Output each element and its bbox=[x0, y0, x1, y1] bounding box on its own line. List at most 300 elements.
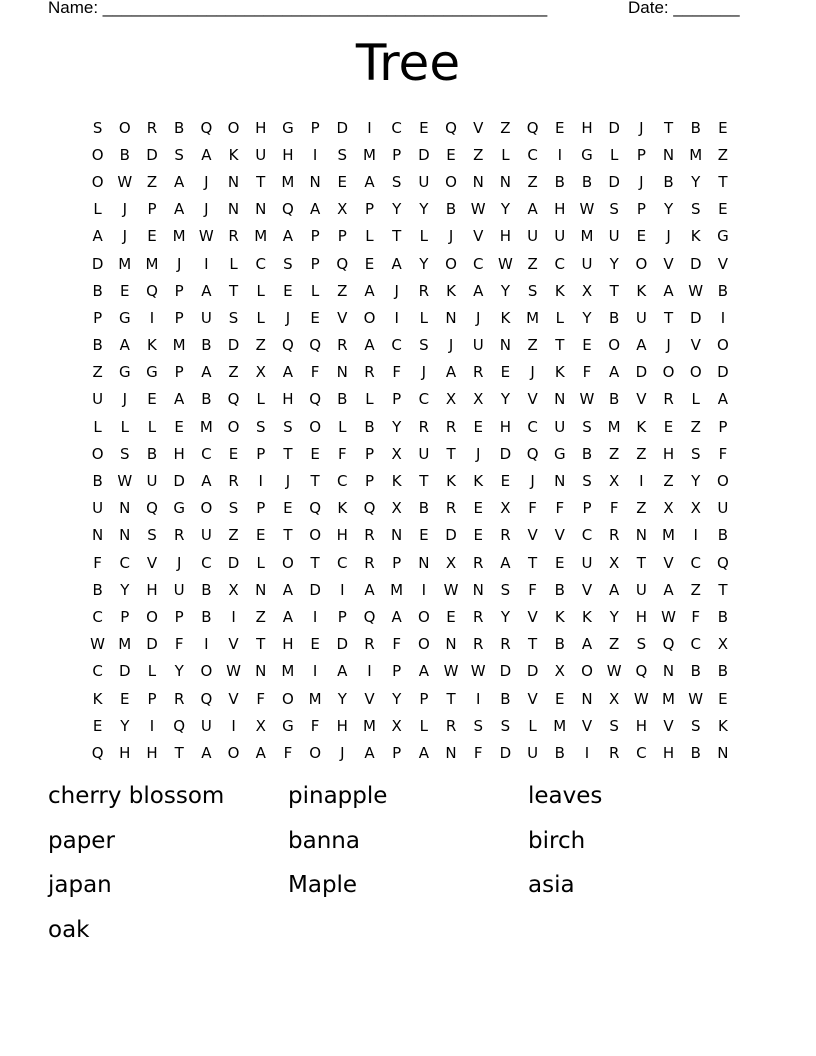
grid-letter: U bbox=[554, 227, 566, 246]
grid-letter: I bbox=[149, 716, 155, 735]
grid-letter: U bbox=[92, 499, 104, 518]
grid-letter: Z bbox=[527, 254, 538, 273]
grid-letter: X bbox=[609, 553, 620, 572]
grid-letter: B bbox=[609, 390, 620, 409]
grid-letter: I bbox=[312, 145, 318, 164]
grid-letter: E bbox=[718, 118, 728, 137]
grid-letter: Y bbox=[337, 689, 347, 708]
grid-letter: F bbox=[582, 363, 592, 382]
grid-letter: I bbox=[693, 526, 698, 545]
grid-letter: A bbox=[391, 607, 402, 626]
grid-letter: O bbox=[91, 172, 104, 191]
grid-letter: C bbox=[255, 254, 266, 273]
grid-letter: L bbox=[120, 417, 129, 436]
grid-letter: V bbox=[636, 390, 647, 409]
grid-letter: V bbox=[527, 526, 538, 545]
grid-letter: L bbox=[419, 227, 429, 246]
grid-letter: R bbox=[445, 417, 457, 436]
grid-letter: T bbox=[528, 635, 538, 654]
grid-letter: E bbox=[718, 200, 728, 219]
grid-letter: B bbox=[92, 580, 103, 599]
grid-letter: H bbox=[146, 580, 158, 599]
grid-letter: E bbox=[255, 526, 266, 545]
grid-letter: E bbox=[582, 336, 592, 355]
grid-letter: M bbox=[308, 689, 322, 708]
grid-letter: S bbox=[255, 417, 266, 436]
grid-letter: S bbox=[609, 716, 619, 735]
grid-letter: N bbox=[309, 172, 321, 191]
grid-letter: A bbox=[581, 635, 593, 654]
grid-letter: E bbox=[147, 390, 157, 409]
grid-letter: M bbox=[526, 308, 540, 327]
grid-letter: L bbox=[147, 417, 157, 436]
grid-letter: M bbox=[362, 716, 376, 735]
grid-letter: D bbox=[418, 145, 430, 164]
grid-letter: U bbox=[717, 499, 729, 518]
grid-letter: O bbox=[717, 472, 729, 491]
grid-letter: D bbox=[173, 472, 185, 491]
grid-letter: B bbox=[201, 607, 212, 626]
grid-letter: A bbox=[364, 336, 375, 355]
grid-letter: Y bbox=[500, 607, 510, 626]
grid-letter: L bbox=[365, 390, 374, 409]
grid-letter: B bbox=[663, 172, 674, 191]
grid-letter: R bbox=[173, 689, 185, 708]
grid-letter: L bbox=[419, 716, 429, 735]
grid-letter: A bbox=[418, 662, 429, 681]
grid-letter: T bbox=[663, 118, 674, 137]
grid-letter: A bbox=[609, 363, 620, 382]
grid-letter: S bbox=[337, 145, 348, 164]
grid-letter: B bbox=[581, 444, 593, 463]
grid-letter: P bbox=[337, 607, 347, 626]
grid-letter: W bbox=[117, 172, 133, 191]
grid-letter: B bbox=[717, 281, 729, 300]
grid-letter: J bbox=[176, 553, 182, 572]
grid-letter: G bbox=[553, 444, 566, 463]
grid-letter: K bbox=[446, 472, 456, 491]
grid-letter: B bbox=[418, 499, 429, 518]
grid-letter: M bbox=[254, 227, 268, 246]
grid-letter: X bbox=[663, 499, 674, 518]
grid-letter: C bbox=[527, 417, 538, 436]
grid-letter: V bbox=[581, 580, 593, 599]
grid-letter: E bbox=[718, 689, 728, 708]
grid-letter: R bbox=[663, 390, 674, 409]
grid-letter: I bbox=[204, 635, 209, 654]
grid-letter: Q bbox=[309, 499, 321, 518]
grid-letter: H bbox=[662, 444, 675, 463]
grid-letter: D bbox=[309, 580, 321, 599]
grid-letter: Q bbox=[227, 390, 240, 409]
grid-letter: A bbox=[609, 580, 620, 599]
grid-letter: J bbox=[639, 172, 644, 191]
grid-letter: A bbox=[174, 172, 185, 191]
grid-letter: T bbox=[228, 281, 239, 300]
grid-letter: V bbox=[527, 390, 538, 409]
grid-letter: S bbox=[147, 526, 157, 545]
grid-letter: D bbox=[689, 254, 702, 273]
grid-letter: S bbox=[473, 716, 483, 735]
grid-letter: J bbox=[394, 281, 399, 300]
grid-letter: B bbox=[92, 472, 103, 491]
grid-letter: P bbox=[636, 200, 646, 219]
grid-letter: K bbox=[147, 336, 157, 355]
grid-letter: J bbox=[285, 472, 291, 491]
grid-letter: A bbox=[500, 553, 511, 572]
grid-letter: O bbox=[227, 743, 240, 762]
grid-letter: D bbox=[608, 118, 620, 137]
grid-letter: P bbox=[364, 200, 374, 219]
grid-letter: V bbox=[228, 635, 239, 654]
grid-letter: Y bbox=[500, 200, 510, 219]
grid-letter: Y bbox=[392, 200, 402, 219]
grid-letter: L bbox=[93, 200, 102, 219]
word-list bbox=[48, 776, 768, 954]
grid-letter: X bbox=[717, 635, 729, 654]
grid-letter: B bbox=[119, 145, 130, 164]
grid-letter: A bbox=[636, 336, 647, 355]
grid-letter: X bbox=[554, 662, 565, 681]
grid-letter: E bbox=[473, 526, 483, 545]
grid-letter: Q bbox=[146, 499, 158, 518]
grid-letter: T bbox=[283, 526, 293, 545]
grid-letter: K bbox=[582, 607, 592, 626]
grid-letter: M bbox=[281, 172, 295, 191]
grid-letter: A bbox=[527, 200, 538, 219]
grid-letter: B bbox=[554, 580, 565, 599]
grid-letter: T bbox=[392, 227, 402, 246]
grid-letter: X bbox=[445, 553, 457, 572]
grid-letter: M bbox=[145, 254, 159, 273]
grid-letter: N bbox=[91, 526, 104, 545]
date-field: Date: _______ bbox=[628, 0, 740, 17]
grid-letter: P bbox=[93, 308, 103, 327]
word-list-item: leaves bbox=[528, 783, 603, 809]
grid-letter: C bbox=[391, 336, 402, 355]
grid-letter: S bbox=[500, 580, 511, 599]
grid-letter: E bbox=[473, 417, 483, 436]
grid-letter: E bbox=[364, 254, 375, 273]
grid-letter: D bbox=[146, 635, 158, 654]
grid-letter: K bbox=[92, 689, 103, 708]
grid-letter: L bbox=[609, 145, 619, 164]
grid-letter: X bbox=[500, 499, 511, 518]
grid-letter: K bbox=[717, 716, 728, 735]
grid-letter: I bbox=[340, 580, 345, 599]
grid-letter: A bbox=[418, 743, 429, 762]
grid-letter: I bbox=[557, 145, 562, 164]
grid-letter: B bbox=[201, 336, 212, 355]
grid-letter: X bbox=[391, 499, 402, 518]
grid-letter: V bbox=[663, 553, 674, 572]
grid-letter: Z bbox=[609, 635, 620, 654]
grid-letter: Q bbox=[200, 689, 213, 708]
grid-letter: D bbox=[227, 336, 240, 355]
grid-letter: Y bbox=[663, 200, 674, 219]
grid-letter: J bbox=[448, 227, 454, 246]
grid-letter: J bbox=[448, 336, 454, 355]
grid-letter: S bbox=[174, 145, 184, 164]
grid-letter: R bbox=[228, 227, 239, 246]
grid-letter: P bbox=[392, 662, 402, 681]
grid-letter: R bbox=[337, 336, 348, 355]
grid-letter: T bbox=[446, 689, 456, 708]
grid-letter: H bbox=[282, 145, 294, 164]
grid-letter: F bbox=[609, 499, 619, 518]
grid-letter: C bbox=[92, 662, 103, 681]
grid-letter: T bbox=[609, 281, 619, 300]
grid-letter: M bbox=[281, 662, 295, 681]
grid-letter: P bbox=[256, 444, 266, 463]
grid-letter: K bbox=[391, 472, 402, 491]
grid-letter: Z bbox=[636, 444, 647, 463]
grid-letter: J bbox=[421, 363, 427, 382]
grid-letter: M bbox=[607, 417, 621, 436]
grid-letter: U bbox=[527, 227, 539, 246]
grid-letter: L bbox=[691, 390, 700, 409]
grid-letter: E bbox=[337, 172, 348, 191]
word-list-item: cherry blossom bbox=[48, 783, 225, 809]
grid-letter: Z bbox=[663, 472, 674, 491]
grid-letter: O bbox=[309, 417, 321, 436]
grid-letter: E bbox=[283, 281, 293, 300]
grid-letter: O bbox=[689, 363, 702, 382]
grid-letter: S bbox=[690, 716, 701, 735]
grid-letter: X bbox=[391, 444, 402, 463]
grid-letter: T bbox=[718, 172, 728, 191]
grid-letter: B bbox=[609, 308, 620, 327]
grid-letter: J bbox=[476, 444, 481, 463]
grid-letter: P bbox=[337, 227, 347, 246]
grid-letter: J bbox=[340, 743, 345, 762]
grid-letter: S bbox=[636, 635, 647, 654]
grid-letter: S bbox=[582, 417, 592, 436]
grid-letter: P bbox=[392, 553, 402, 572]
grid-letter: Q bbox=[282, 200, 294, 219]
grid-letter: B bbox=[717, 662, 729, 681]
grid-letter: A bbox=[337, 662, 348, 681]
grid-letter: P bbox=[718, 417, 728, 436]
grid-letter: I bbox=[312, 662, 318, 681]
grid-letter: Q bbox=[635, 662, 648, 681]
letter-grid bbox=[84, 114, 734, 767]
grid-letter: A bbox=[201, 472, 212, 491]
grid-letter: W bbox=[470, 200, 486, 219]
grid-letter: A bbox=[717, 390, 729, 409]
grid-letter: P bbox=[310, 227, 320, 246]
grid-letter: M bbox=[118, 254, 132, 273]
grid-letter: B bbox=[146, 444, 158, 463]
grid-letter: T bbox=[256, 172, 266, 191]
grid-letter: H bbox=[581, 118, 593, 137]
grid-letter: T bbox=[283, 444, 293, 463]
grid-letter: M bbox=[199, 417, 213, 436]
grid-letter: Y bbox=[609, 607, 619, 626]
grid-letter: U bbox=[92, 390, 104, 409]
grid-letter: Y bbox=[582, 308, 592, 327]
grid-letter: T bbox=[555, 336, 565, 355]
grid-letter: N bbox=[391, 526, 403, 545]
grid-letter: B bbox=[554, 743, 565, 762]
grid-letter: U bbox=[146, 472, 158, 491]
grid-letter: X bbox=[255, 716, 266, 735]
name-field: Name: _______________________________________________ bbox=[48, 0, 548, 17]
grid-letter: H bbox=[146, 743, 158, 762]
grid-letter: S bbox=[120, 444, 130, 463]
grid-letter: V bbox=[581, 716, 593, 735]
grid-letter: E bbox=[174, 417, 184, 436]
grid-letter: N bbox=[554, 472, 566, 491]
grid-letter: B bbox=[690, 743, 701, 762]
grid-letter: R bbox=[364, 553, 375, 572]
grid-letter: F bbox=[337, 444, 347, 463]
grid-letter: N bbox=[445, 635, 457, 654]
grid-letter: C bbox=[418, 390, 430, 409]
grid-letter: P bbox=[120, 607, 130, 626]
grid-letter: B bbox=[554, 635, 565, 654]
grid-letter: L bbox=[147, 662, 157, 681]
grid-letter: G bbox=[581, 145, 593, 164]
grid-letter: O bbox=[309, 743, 321, 762]
grid-letter: A bbox=[255, 743, 266, 762]
grid-letter: P bbox=[364, 444, 374, 463]
grid-letter: B bbox=[92, 336, 103, 355]
grid-letter: S bbox=[582, 472, 592, 491]
grid-letter: L bbox=[256, 308, 265, 327]
grid-letter: I bbox=[312, 607, 318, 626]
grid-letter: M bbox=[172, 336, 186, 355]
grid-letter: O bbox=[91, 444, 104, 463]
grid-letter: V bbox=[228, 689, 239, 708]
grid-letter: V bbox=[663, 254, 674, 273]
grid-letter: Y bbox=[392, 689, 402, 708]
grid-letter: Z bbox=[717, 145, 729, 164]
grid-letter: K bbox=[554, 607, 565, 626]
grid-letter: W bbox=[226, 662, 241, 681]
page-title: Tree bbox=[355, 34, 461, 92]
grid-letter: E bbox=[310, 635, 320, 654]
grid-letter: A bbox=[364, 281, 375, 300]
grid-letter: G bbox=[118, 363, 131, 382]
grid-letter: Y bbox=[392, 417, 402, 436]
grid-letter: R bbox=[473, 607, 484, 626]
grid-letter: Y bbox=[500, 390, 510, 409]
grid-letter: N bbox=[255, 200, 267, 219]
grid-letter: D bbox=[146, 145, 158, 164]
word-list-item: paper bbox=[48, 827, 115, 854]
grid-letter: Z bbox=[527, 172, 538, 191]
grid-letter: Q bbox=[662, 635, 675, 654]
grid-letter: F bbox=[93, 553, 102, 572]
grid-letter: J bbox=[122, 227, 127, 246]
grid-letter: Q bbox=[309, 390, 321, 409]
grid-letter: K bbox=[636, 281, 647, 300]
grid-letter: D bbox=[445, 526, 457, 545]
grid-letter: R bbox=[146, 118, 158, 137]
grid-letter: R bbox=[228, 472, 239, 491]
grid-letter: O bbox=[118, 118, 131, 137]
grid-letter: V bbox=[554, 526, 565, 545]
grid-letter: C bbox=[92, 607, 103, 626]
grid-letter: V bbox=[717, 254, 729, 273]
grid-letter: U bbox=[472, 336, 484, 355]
grid-letter: L bbox=[256, 553, 265, 572]
grid-letter: S bbox=[500, 716, 511, 735]
grid-letter: F bbox=[528, 499, 537, 518]
grid-letter: P bbox=[392, 390, 402, 409]
grid-letter: N bbox=[499, 172, 512, 191]
grid-letter: R bbox=[418, 417, 430, 436]
grid-letter: O bbox=[227, 118, 240, 137]
grid-letter: R bbox=[445, 499, 457, 518]
grid-letter: A bbox=[391, 254, 402, 273]
grid-letter: H bbox=[336, 526, 348, 545]
grid-letter: A bbox=[201, 743, 212, 762]
grid-letter: M bbox=[662, 526, 675, 545]
grid-letter: Q bbox=[717, 553, 729, 572]
grid-letter: H bbox=[336, 716, 348, 735]
grid-letter: T bbox=[636, 553, 646, 572]
grid-letter: U bbox=[581, 553, 593, 572]
grid-letter: A bbox=[119, 336, 130, 355]
grid-letter: J bbox=[530, 472, 535, 491]
grid-letter: P bbox=[256, 499, 266, 518]
grid-letter: I bbox=[149, 308, 155, 327]
grid-letter: B bbox=[201, 580, 212, 599]
grid-letter: B bbox=[364, 417, 375, 436]
grid-letter: Y bbox=[419, 254, 429, 273]
grid-letter: R bbox=[473, 635, 484, 654]
grid-letter: B bbox=[554, 172, 565, 191]
grid-letter: D bbox=[635, 363, 648, 382]
grid-letter: U bbox=[635, 308, 647, 327]
grid-letter: H bbox=[635, 607, 647, 626]
grid-letter: H bbox=[499, 227, 512, 246]
grid-letter: W bbox=[633, 689, 649, 708]
grid-letter: V bbox=[527, 689, 538, 708]
word-list-item: oak bbox=[48, 916, 90, 943]
grid-letter: U bbox=[200, 716, 212, 735]
grid-letter: V bbox=[527, 607, 538, 626]
grid-letter: F bbox=[256, 689, 266, 708]
grid-letter: R bbox=[608, 743, 620, 762]
grid-letter: E bbox=[147, 227, 157, 246]
grid-letter: Q bbox=[336, 254, 349, 273]
grid-letter: Z bbox=[690, 580, 701, 599]
grid-letter: C bbox=[337, 472, 348, 491]
grid-letter: I bbox=[367, 118, 372, 137]
grid-letter: D bbox=[336, 635, 349, 654]
grid-letter: K bbox=[473, 472, 484, 491]
grid-letter: K bbox=[228, 145, 239, 164]
grid-letter: W bbox=[606, 662, 622, 681]
grid-letter: N bbox=[472, 172, 484, 191]
grid-letter: Z bbox=[255, 607, 266, 626]
grid-letter: N bbox=[255, 580, 267, 599]
grid-letter: J bbox=[122, 200, 127, 219]
grid-letter: P bbox=[392, 743, 402, 762]
grid-letter: F bbox=[555, 499, 565, 518]
grid-letter: O bbox=[200, 662, 213, 681]
grid-letter: U bbox=[418, 444, 430, 463]
grid-letter: A bbox=[174, 200, 185, 219]
grid-letter: G bbox=[282, 118, 294, 137]
grid-letter: Z bbox=[92, 363, 103, 382]
grid-letter: S bbox=[92, 118, 103, 137]
grid-letter: J bbox=[476, 308, 481, 327]
grid-letter: E bbox=[120, 689, 130, 708]
